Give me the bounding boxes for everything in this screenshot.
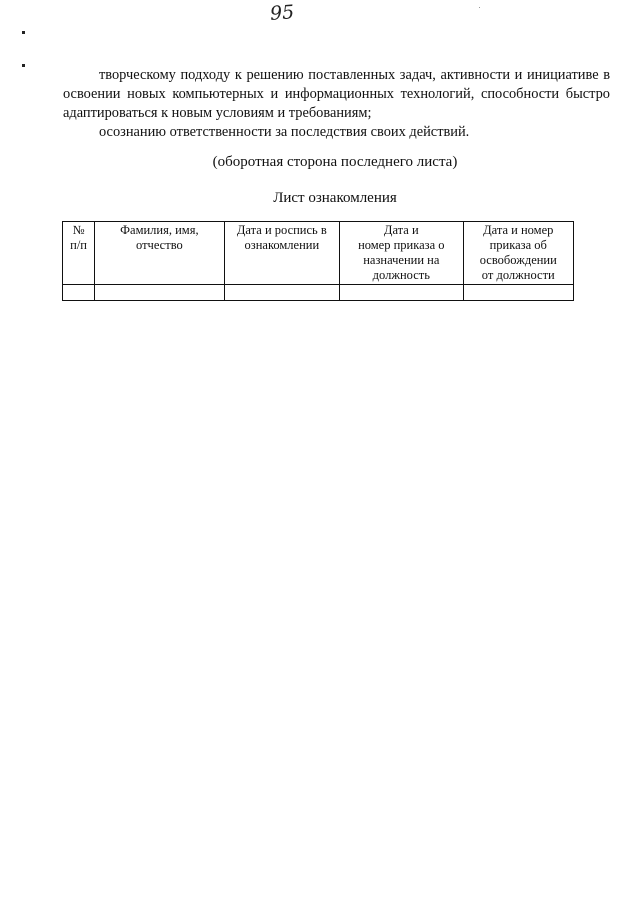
table-cell xyxy=(63,285,95,301)
table-header-row xyxy=(63,222,574,285)
header-line: ознакомлении xyxy=(244,238,320,252)
header-line: отчество xyxy=(135,238,183,252)
header-line: Фамилия, имя, xyxy=(120,223,199,237)
header-line: освобождении xyxy=(479,253,557,267)
header-line: должность xyxy=(372,268,430,282)
acknowledgement-table xyxy=(62,221,574,301)
scan-artifact-dot xyxy=(22,64,25,67)
header-line: от должности xyxy=(481,268,555,282)
header-line: Дата и xyxy=(383,223,419,237)
header-line: назначении на xyxy=(363,253,440,267)
header-full-name xyxy=(95,222,225,285)
header-line: Дата и номер xyxy=(483,223,554,237)
scan-artifact-dot xyxy=(22,31,25,34)
header-dismissal-order xyxy=(463,222,573,285)
header-line: п/п xyxy=(70,238,87,252)
paragraph: творческому подходу к решению поставленных задач, активности и инициативе в освоении новых компьютерных и информационных технологий, способности быстро адаптироваться к новым условиям и требованиям; xyxy=(63,67,610,121)
table-row xyxy=(63,285,574,301)
table-cell xyxy=(95,285,225,301)
table-cell xyxy=(224,285,339,301)
header-number xyxy=(63,222,95,285)
body-text xyxy=(63,66,610,142)
header-line: приказа об xyxy=(489,238,547,252)
header-appointment-order xyxy=(340,222,463,285)
header-line: Дата и роспись в xyxy=(236,223,327,237)
table-cell xyxy=(463,285,573,301)
header-date-signature xyxy=(224,222,339,285)
subtitle: (оборотная сторона последнего листа) xyxy=(212,154,458,170)
handwritten-page-number: 95 xyxy=(269,1,295,25)
header-line: номер приказа о xyxy=(358,238,445,252)
paragraph: осознанию ответственности за последствия своих действий. xyxy=(99,124,470,140)
header-line: № xyxy=(72,223,85,237)
sheet-title: Лист ознакомления xyxy=(273,190,397,206)
scan-artifact-dot xyxy=(479,7,480,8)
table-cell xyxy=(340,285,463,301)
